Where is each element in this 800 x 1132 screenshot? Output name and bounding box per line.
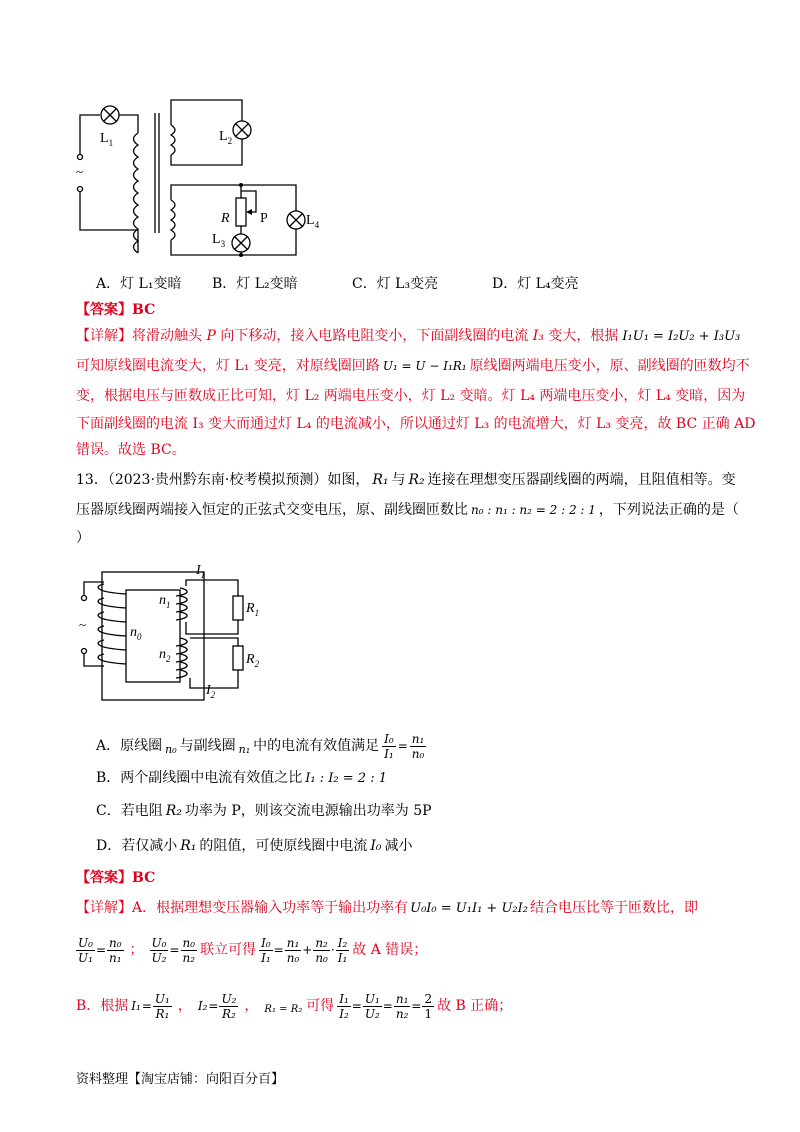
label-L3: $L_3$ <box>212 232 226 249</box>
formula-primary-voltage: U₁ = U − I₁R₁ <box>382 359 467 373</box>
equals-sign: = <box>411 999 422 1013</box>
q13-stem-line3: ） <box>76 530 90 546</box>
fraction-2-1: $\frac{2}{1}$ <box>424 991 433 1021</box>
label-n0: $n_0$ <box>130 625 142 642</box>
label-R: R <box>221 211 230 226</box>
label-R1: $R_1$ <box>246 601 260 618</box>
fraction-U1-U2: $\frac{\text{U₁}}{\text{U₂}}$ <box>364 991 380 1021</box>
equals-sign: = <box>169 943 180 957</box>
equals-sign: = <box>351 999 362 1013</box>
label-L2: $L_2$ <box>219 129 233 146</box>
option-text: B．两个副线圈中电流有效值之比 <box>96 770 303 786</box>
turns-ratio: n₀ : n₁ : n₂ = 2 : 2 : 1 <box>471 503 596 517</box>
ac-source-symbol: ~ <box>79 617 87 632</box>
q12-detail-text: 可知原线圈电流变大，灯 L₁ 变亮，对原线圈回路 <box>76 358 380 374</box>
q13-stem-text: 压器原线圈两端接入恒定的正弦式交变电压，原、副线圈匝数比 <box>76 502 468 518</box>
option-text: A．原线圈 <box>96 738 163 754</box>
var-I3: I₃ <box>532 328 544 344</box>
equals-sign: = <box>273 943 284 957</box>
label-R2: $R_2$ <box>246 652 260 669</box>
fraction-U2-R2: $\frac{\text{U₂}}{\text{R₂}}$ <box>221 991 237 1021</box>
option-text: 的阻值，可使原线圈中电流 <box>199 838 368 854</box>
var-I1: I₁ <box>131 999 141 1013</box>
plus-sign: + <box>302 943 313 957</box>
option-text: 与副线圈 <box>179 738 236 754</box>
detail-text: 【详解】A．根据理想变压器输入功率等于输出功率有 <box>76 900 409 916</box>
equal-resistance: R₁ = R₂ <box>264 1004 303 1015</box>
fraction-U1-R1: $\frac{\text{U₁}}{\text{R₁}}$ <box>154 991 170 1021</box>
q12-detail-text: 向下移动，接入电路电阻变小，下面副线圈的电流 <box>215 328 533 344</box>
q12-answer: 【答案】BC <box>76 302 156 318</box>
dot-sign: · <box>330 943 335 957</box>
q13-option-d <box>96 836 413 856</box>
equals-sign: = <box>382 999 393 1013</box>
detail-text: B．根据 <box>76 998 129 1014</box>
fraction-I1-I2: $\frac{\text{I₁}}{\text{I₂}}$ <box>339 991 349 1021</box>
label-I2: $I_2$ <box>206 683 216 700</box>
detail-text: 联立可得 <box>200 942 257 958</box>
q13-stem-text: ，下列说法正确的是（ <box>598 502 739 518</box>
fraction-I0-I1: $\frac{\text{I₀}}{\text{I₁}}$ <box>384 731 394 761</box>
formula-power-balance: I₁U₁ = I₂U₂ + I₃U₃ <box>622 329 741 344</box>
q12-option-b: B．灯 L₂变暗 <box>212 276 298 292</box>
formula-power-balance: U₀I₀ = U₁I₁ + U₂I₂ <box>410 901 528 916</box>
option-text: D．若仅减小 <box>96 838 178 854</box>
q12-detail-text: 变大，根据 <box>543 328 619 344</box>
q12-detail-line2 <box>76 356 750 376</box>
q13-detail-line3 <box>76 986 512 1026</box>
fraction-U0-U1: $\frac{\text{U₀}}{\text{U₁}}$ <box>78 935 93 965</box>
q13-stem-line2 <box>76 500 739 520</box>
option-text: 减小 <box>384 838 413 854</box>
option-text: 功率为 P，则该交流电源输出功率为 5P <box>184 803 432 819</box>
q13-detail-line1 <box>76 898 698 919</box>
fraction-n1-n0: $\frac{\text{n₁}}{\text{n₀}}$ <box>286 935 300 965</box>
var-R1: R₁ <box>372 472 389 488</box>
fraction-n0-n1: $\frac{\text{n₀}}{\text{n₁}}$ <box>109 935 122 965</box>
detail-text: 结合电压比等于匝数比，即 <box>529 900 698 916</box>
q13-stem-line1 <box>76 470 736 490</box>
q13-detail-line2 <box>76 930 427 970</box>
q12-detail-text: 【详解】将滑动触头 <box>76 328 207 344</box>
q13-option-b <box>96 768 387 789</box>
separator: ， <box>244 998 259 1014</box>
q12-detail-line3: 变，根据电压与匝数成正比可知，灯 L₂ 两端电压变小，灯 L₂ 变暗。灯 L₄ 两端电压变小，灯 L₄ 变暗，因为 <box>76 388 746 404</box>
equals-sign: = <box>208 999 219 1013</box>
var-I2: I₂ <box>197 999 208 1013</box>
option-text: 中的电流有效值满足 <box>253 738 380 754</box>
q12-option-a: A．灯 L₁变暗 <box>96 276 182 292</box>
separator: ， <box>177 998 192 1014</box>
ac-source-symbol: ~ <box>76 164 84 179</box>
q12-option-c: C．灯 L₃变亮 <box>352 276 439 292</box>
circuit-figure-1 <box>66 95 326 265</box>
var-R2: R₂ <box>408 472 425 488</box>
separator: ； <box>129 942 144 958</box>
var-R1: R₁ <box>180 838 197 854</box>
fraction-n1-n0: $\frac{\text{n₁}}{\text{n₀}}$ <box>411 731 425 761</box>
label-I1: $I_1$ <box>196 563 206 580</box>
label-L1: $L_1$ <box>100 131 114 148</box>
label-n2: $n_2$ <box>159 647 171 664</box>
footer-note: 资料整理【淘宝店铺：向阳百分百】 <box>76 1072 285 1087</box>
q12-detail-line1 <box>76 326 740 347</box>
q12-detail-line4: 下面副线圈的电流 I₃ 变大而通过灯 L₄ 的电流减小，所以通过灯 L₃ 的电流增大，灯 L₃ 变亮，故 BC 正确 AD <box>76 416 756 432</box>
q13-stem-text: 连接在理想变压器副线圈的两端，且阻值相等。变 <box>427 472 736 488</box>
var-n0: n₀ <box>165 743 177 756</box>
q13-answer: 【答案】BC <box>76 870 156 886</box>
equals-sign: = <box>397 739 408 753</box>
fraction-I2-I1: $\frac{\text{I₂}}{\text{I₁}}$ <box>337 935 348 965</box>
option-text: C．若电阻 <box>96 803 163 819</box>
var-R2: R₂ <box>165 803 182 819</box>
label-P: P <box>260 211 268 226</box>
transformer-figure-2 <box>68 562 283 712</box>
q12-detail-line5: 错误。故选 BC。 <box>76 442 186 458</box>
fraction-n1-n2: $\frac{\text{n₁}}{\text{n₂}}$ <box>395 991 409 1021</box>
current-ratio: I₁ : I₂ = 2 : 1 <box>305 771 387 786</box>
q13-stem-text: 与 <box>391 472 406 488</box>
detail-text: 故 A 错误； <box>352 942 428 958</box>
q12-detail-text: 原线圈两端电压变小，原、副线圈的匝数均不 <box>469 358 750 374</box>
var-I0: I₀ <box>370 838 382 854</box>
equals-sign: = <box>141 999 152 1013</box>
fraction-U0-U2: $\frac{\text{U₀}}{\text{U₂}}$ <box>151 935 167 965</box>
q13-option-a <box>96 728 426 764</box>
equals-sign: = <box>95 943 106 957</box>
label-n1: $n_1$ <box>159 593 171 610</box>
detail-text: 可得 <box>306 998 335 1014</box>
var-n1: n₁ <box>238 743 251 756</box>
detail-text: 故 B 正确； <box>437 998 513 1014</box>
q13-option-c <box>96 801 432 821</box>
q12-option-d: D．灯 L₄变亮 <box>492 276 579 292</box>
label-L4: $L_4$ <box>306 213 320 230</box>
q13-stem-text: 13．（2023·贵州黔东南·校考模拟预测）如图， <box>76 472 370 488</box>
fraction-I0-I1: $\frac{\text{I₀}}{\text{I₁}}$ <box>261 935 271 965</box>
fraction-n0-n2: $\frac{\text{n₀}}{\text{n₂}}$ <box>182 935 196 965</box>
var-P: P <box>206 328 216 344</box>
fraction-n2-n0: $\frac{\text{n₂}}{\text{n₀}}$ <box>315 935 328 965</box>
